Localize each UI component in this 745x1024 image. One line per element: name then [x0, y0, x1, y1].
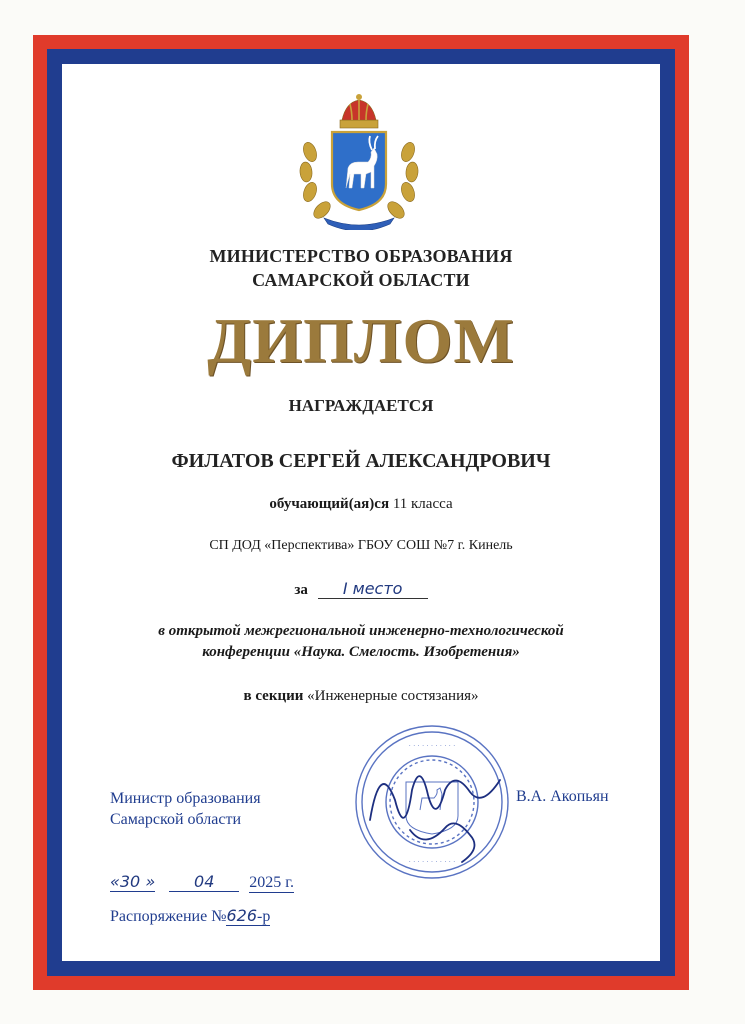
date-day: «30 » — [110, 872, 156, 891]
order-line — [110, 906, 270, 926]
order-suffix: -р — [257, 908, 271, 925]
official-seal-icon — [350, 720, 515, 885]
for-label: за — [294, 582, 308, 598]
student-label: обучающий(ая)ся — [269, 496, 390, 512]
issue-date — [110, 872, 294, 893]
date-year: 2025 г. — [249, 874, 294, 891]
place-handwritten: I место — [318, 580, 428, 599]
ministry-title — [62, 244, 660, 292]
student-line — [62, 496, 660, 513]
samara-coat-of-arms-icon — [296, 92, 422, 230]
section-name: «Инженерные состязания» — [307, 688, 479, 704]
order-label: Распоряжение № — [110, 908, 227, 925]
minister-position-line-1: Министр образования — [110, 790, 261, 807]
date-month: 04 — [169, 872, 239, 892]
awarded-label: НАГРАЖДАЕТСЯ — [288, 396, 434, 415]
ministry-line-1: МИНИСТЕРСТВО ОБРАЗОВАНИЯ — [209, 246, 513, 266]
ministry-line-2: САМАРСКОЙ ОБЛАСТИ — [252, 270, 470, 290]
minister-name: В.А. Акопьян — [516, 788, 609, 805]
recipient-name: ФИЛАТОВ СЕРГЕЙ АЛЕКСАНДРОВИЧ — [171, 450, 551, 472]
svg-text:· · · · · · · · · · ·: · · · · · · · · · · · — [408, 742, 456, 750]
section-label: в секции — [243, 688, 304, 704]
minister-position — [110, 788, 261, 830]
minister-position-line-2: Самарской области — [110, 811, 241, 828]
section-line — [62, 688, 660, 705]
place-line — [62, 580, 660, 599]
svg-text:· · · · · · · · · · ·: · · · · · · · · · · · — [408, 858, 456, 866]
event-description — [62, 621, 660, 663]
school-name: СП ДОД «Перспектива» ГБОУ СОШ №7 г. Кинель — [209, 538, 513, 553]
event-line-1: в открытой межрегиональной инженерно-технологической — [158, 623, 564, 639]
diploma-title: ДИПЛОМ — [207, 305, 515, 376]
order-number: 626 — [226, 906, 258, 925]
grade-text: 11 класса — [392, 496, 453, 512]
event-line-2: конференции «Наука. Смелость. Изобретения» — [202, 644, 520, 660]
